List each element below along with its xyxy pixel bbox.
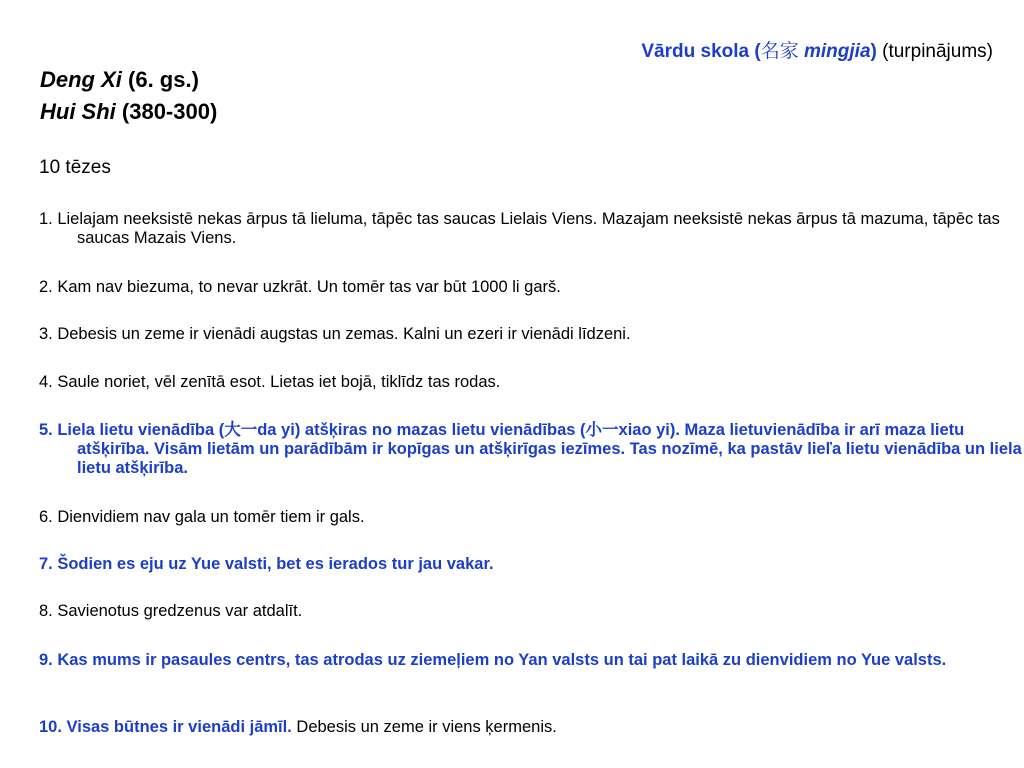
slide-title [641,40,993,64]
thesis-7-highlighted: 7. Šodien es eju uz Yue valsti, bet es ierados tur jau vakar. [39,555,494,573]
philosopher-heading-deng-xi [40,66,199,94]
thesis-1: 1. Lielajam neeksistē nekas ārpus tā lieluma, tāpēc tas saucas Lielais Viens. Mazajam neeksistē nekas ārpus tā mazuma, tāpēc tas saucas Mazais Viens. [39,210,1000,247]
thesis-10-plain-part: Debesis un zeme ir viens ķermenis. [291,718,557,736]
philosopher-dates: (380-300) [115,99,218,124]
thesis-3: 3. Debesis un zeme ir vienādi augstas un zemas. Kalni un ezeri ir vienādi līdzeni. [39,325,631,343]
philosopher-name: Hui Shi [40,99,116,124]
thesis-10 [39,718,1024,737]
thesis-5-highlighted: 5. Liela lietu vienādība (大一da yi) atšķiras no mazas lietu vienādības (小一xiao yi). Maza lietuvienādība ir arī maza lietu atšķirība. Visām lietām un parādībām ir kopīgas un atšķirīgas iezīmes. Tas nozīmē, ka pastāv lieľa lietu vienādība un liela lietu atšķirība. [39,421,1022,477]
thesis-2: 2. Kam nav biezuma, to nevar uzkrāt. Un tomēr tas var būt 1000 li garš. [39,278,561,296]
title-close-paren: ) [870,41,877,62]
title-prefix: Vārdu skola ( [641,41,761,62]
title-continued-note: (turpinājums) [876,41,993,62]
thesis-8: 8. Savienotus gredzenus var atdalīt. [39,602,303,620]
philosopher-heading-hui-shi [40,98,217,126]
thesis-10-highlighted-part: 10. Visas būtnes ir vienādi jāmīl. [39,718,292,736]
philosopher-name: Deng Xi [40,67,122,92]
title-romanization: mingjia [804,41,871,62]
thesis-6: 6. Dienvidiem nav gala un tomēr tiem ir gals. [39,508,365,526]
thesis-9-highlighted: 9. Kas mums ir pasaules centrs, tas atrodas uz ziemeļiem no Yan valsts un tai pat laikā zu dienvidiem no Yue valsts. [39,651,947,669]
title-chinese-characters: 名家 [760,41,799,62]
section-subtitle: 10 tēzes [39,157,111,178]
thesis-4: 4. Saule noriet, vēl zenītā esot. Lietas iet bojā, tiklīdz tas rodas. [39,373,501,391]
philosopher-dates: (6. gs.) [121,67,199,92]
